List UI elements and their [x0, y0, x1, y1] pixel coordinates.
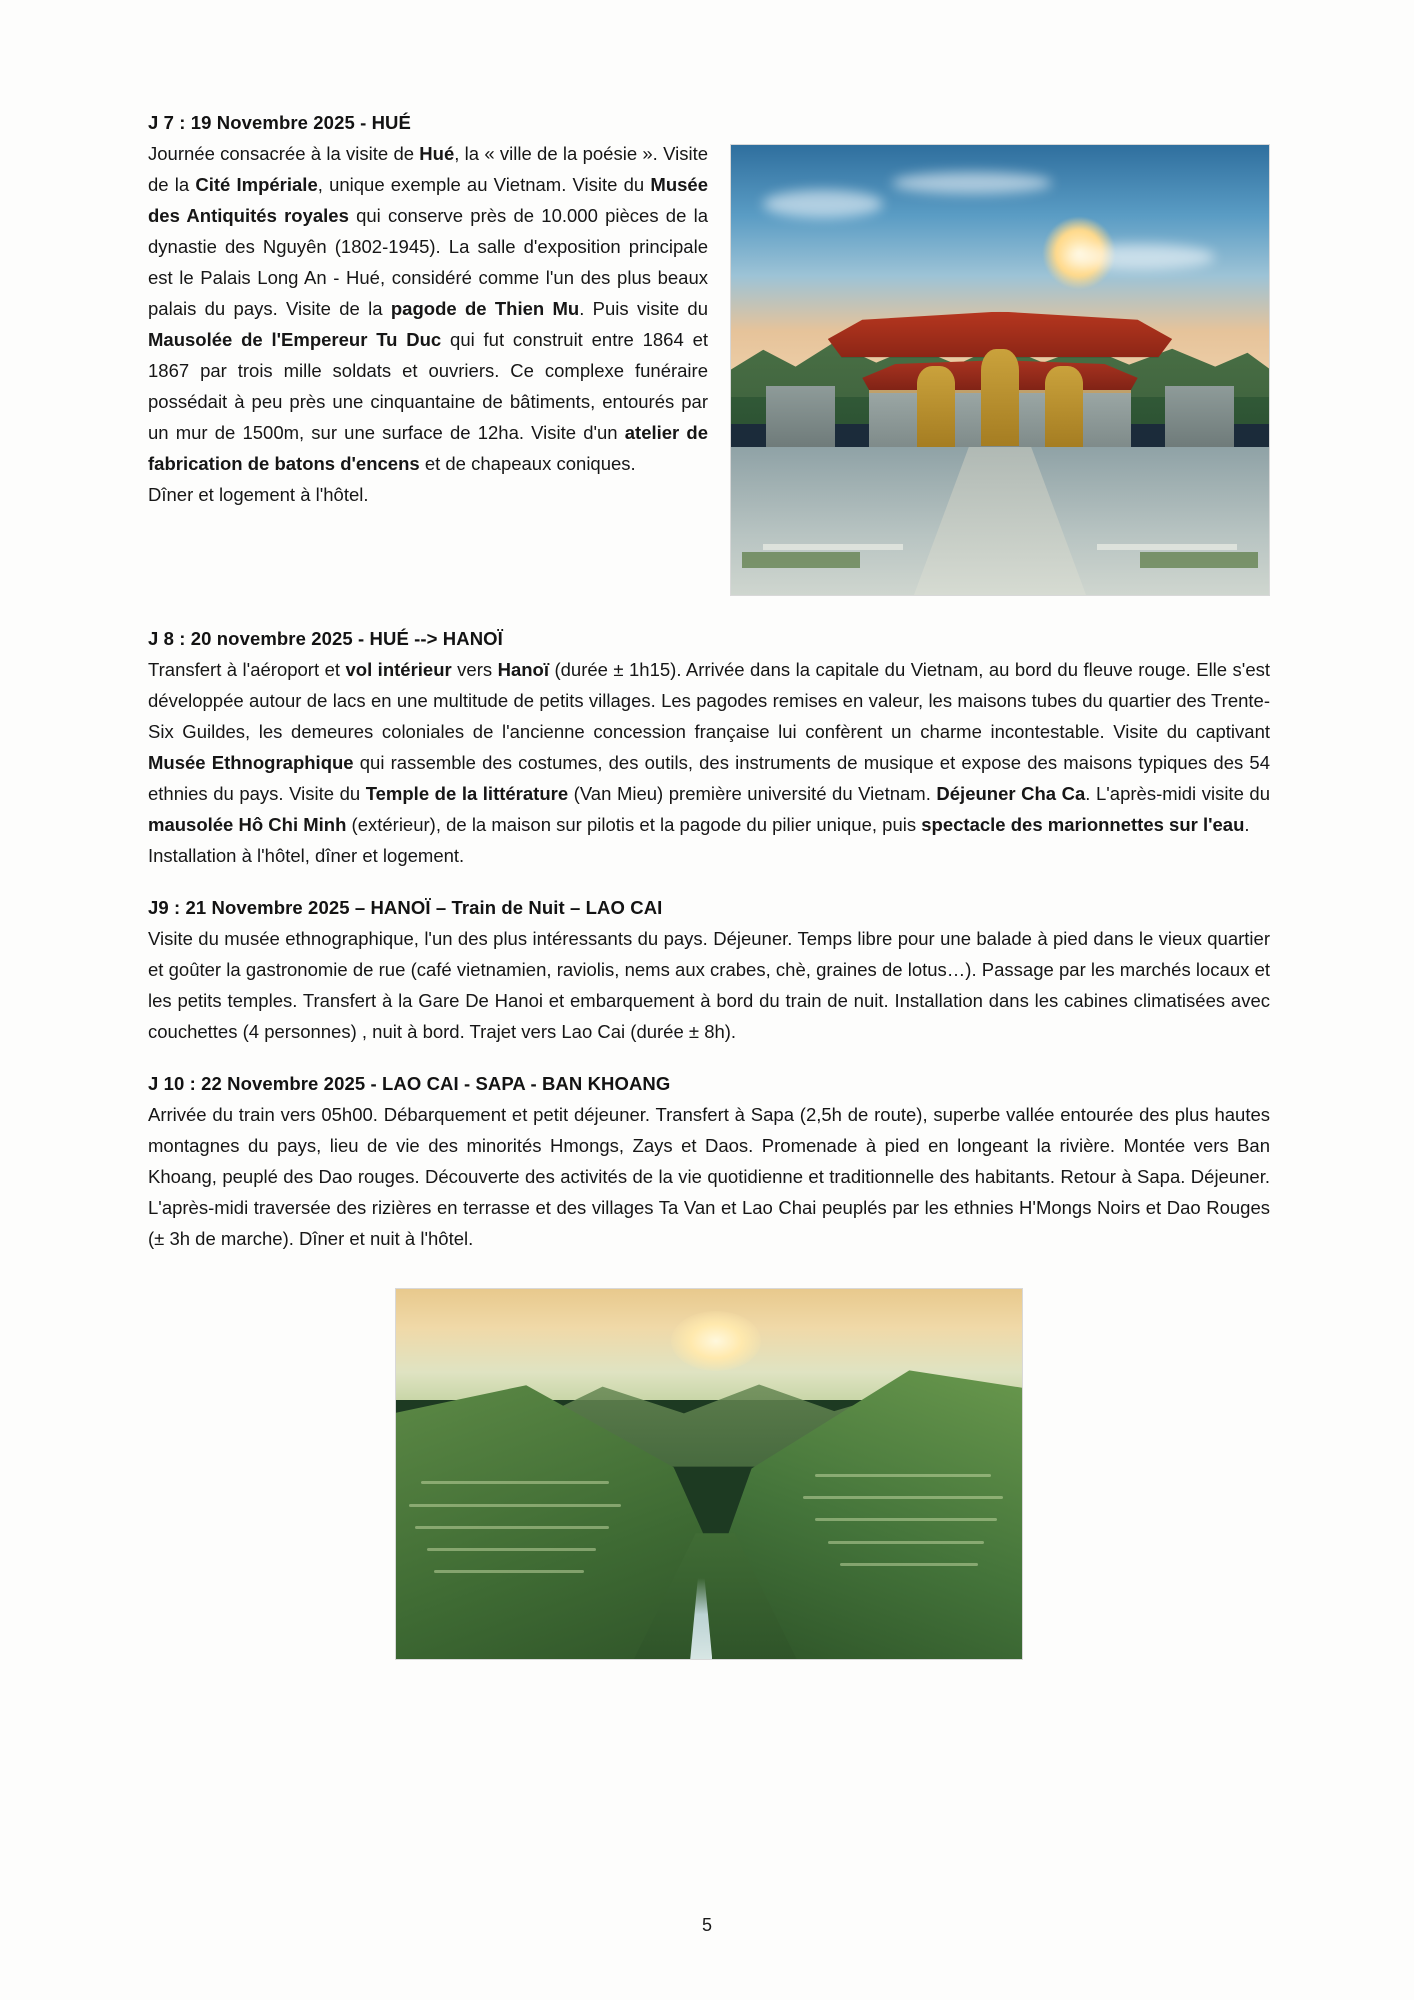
section-j7-title: J 7 : 19 Novembre 2025 - HUÉ [148, 112, 411, 133]
page-content [148, 112, 1270, 1686]
section-j10-title: J 10 : 22 Novembre 2025 - LAO CAI - SAPA - BAN KHOANG [148, 1073, 671, 1094]
section-j9-title: J9 : 21 Novembre 2025 – HANOÏ – Train de Nuit – LAO CAI [148, 897, 663, 918]
sapa-rice-terraces-photo [395, 1288, 1023, 1660]
page-number: 5 [701, 1915, 712, 1935]
section-j9-paragraph: Visite du musée ethnographique, l'un des plus intéressants du pays. Déjeuner. Temps libre pour une balade à pied dans le vieux quartier et goûter la gastronomie de rue (café vietnamien, raviolis, nems aux crabes, chè, graines de lotus…). Passage par les marchés locaux et les petits temples. Transfert à la Gare De Hanoi et embarquement à bord du train de nuit. Installation dans les cabines climatisées avec couchettes (4 personnes) , nuit à bord. Trajet vers Lao Cai (durée ± 8h). [148, 928, 1270, 1042]
section-j8-paragraph: Transfert à l'aéroport et vol intérieur vers Hanoï (durée ± 1h15). Arrivée dans la capitale du Vietnam, au bord du fleuve rouge. Elle s'est développée autour de lacs en une multitude de petits villages. Les pagodes remises en valeur, les maisons tubes du quartier des Trente-Six Guildes, les demeures coloniales de l'ancienne concession française lui confèrent un charme incontestable. Visite du captivant Musée Ethnographique qui rassemble des costumes, des outils, des instruments de musique et expose des maisons typiques des 54 ethnies du pays. Visite du Temple de la littérature (Van Mieu) première université du Vietnam. Déjeuner Cha Ca. L'après-midi visite du mausolée Hô Chi Minh (extérieur), de la maison sur pilotis et la pagode du pilier unique, puis spectacle des marionnettes sur l'eau. Installation à l'hôtel, dîner et logement. [148, 659, 1271, 866]
hue-imperial-city-photo [730, 144, 1270, 596]
section-j7-paragraph: Journée consacrée à la visite de Hué, la « ville de la poésie ». Visite de la Cité Impériale, unique exemple au Vietnam. Visite du Musée des Antiquités royales qui conserve près de 10.000 pièces de la dynastie des Nguyên (1802-1945). La salle d'exposition principale est le Palais Long An - Hué, considéré comme l'un des plus beaux palais du pays. Visite de la pagode de Thien Mu. Puis visite du Mausolée de l'Empereur Tu Duc qui fut construit entre 1864 et 1867 par trois mille soldats et ouvriers. Ce complexe funéraire possédait à peu près une cinquantaine de bâtiments, entourés par un mur de 1500m, sur une surface de 12ha. Visite d'un atelier de fabrication de batons d'encens et de chapeaux coniques. Dîner et logement à l'hôtel. [148, 143, 708, 505]
section-j9 [148, 897, 1270, 1047]
section-j10 [148, 1073, 1270, 1660]
section-j7 [148, 112, 1270, 602]
section-j8 [148, 628, 1270, 871]
section-j10-paragraph: Arrivée du train vers 05h00. Débarquement et petit déjeuner. Transfert à Sapa (2,5h de route), superbe vallée entourée des plus hautes montagnes du pays, lieu de vie des minorités Hmongs, Zays et Daos. Promenade à pied en longeant la rivière. Montée vers Ban Khoang, peuplé des Dao rouges. Découverte des activités de la vie quotidienne et traditionnelle des habitants. Retour à Sapa. Déjeuner. L'après-midi traversée des rizières en terrasse et des villages Ta Van et Lao Chai peuplés par les ethnies H'Mongs Noirs et Dao Rouges (± 3h de marche). Dîner et nuit à l'hôtel. [148, 1104, 1270, 1249]
section-j8-title: J 8 : 20 novembre 2025 - HUÉ --> HANOÏ [148, 628, 503, 649]
